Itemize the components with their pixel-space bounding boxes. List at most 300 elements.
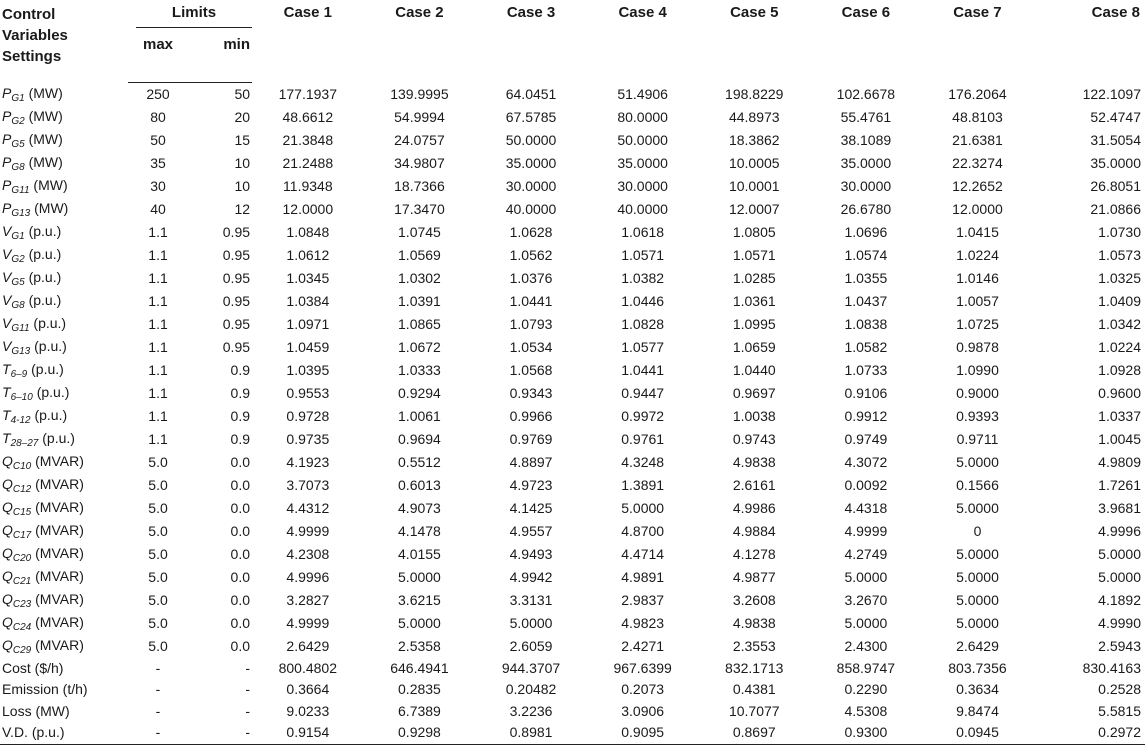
- variable-subscript: G2: [11, 115, 25, 127]
- case-value: 1.0057: [956, 292, 999, 309]
- case-value: 21.3848: [282, 131, 334, 148]
- max-limit: 5.0: [148, 453, 168, 470]
- table-row: [0, 497, 1145, 520]
- variable-subscript: G1: [11, 230, 25, 242]
- case-value: 5.0000: [1098, 568, 1141, 585]
- case-value: 4.8897: [509, 453, 553, 470]
- variable-subscript: 4-12: [10, 414, 31, 426]
- variable-subscript: G8: [11, 161, 25, 173]
- case-value: 4.5308: [844, 702, 888, 719]
- variable-name: [0, 198, 128, 221]
- variable-unit: (MVAR): [31, 567, 84, 584]
- case-value: 0.1566: [956, 476, 999, 493]
- case-value: 12.2652: [952, 177, 1003, 194]
- case-value: 0.9761: [621, 430, 665, 447]
- variable-unit: (p.u.): [24, 222, 62, 239]
- table-row: [0, 175, 1145, 198]
- case-value: 10.0005: [728, 154, 780, 171]
- case-value: 4.9999: [286, 522, 330, 539]
- case-value: 1.7261: [1098, 476, 1141, 493]
- max-limit: 80: [150, 108, 166, 125]
- variable-subscript: C17: [12, 529, 32, 541]
- case-value: 4.9999: [286, 614, 330, 631]
- case-header: Case 1: [283, 4, 332, 21]
- table-row: [0, 313, 1145, 336]
- variable-symbol: P: [2, 199, 12, 216]
- variable-name: [0, 497, 128, 520]
- case-value: 4.9990: [1098, 614, 1141, 631]
- variable-name: [0, 290, 128, 313]
- min-limit: 0.0: [230, 591, 251, 608]
- variable-unit: (p.u.): [29, 314, 67, 331]
- case-value: 0.4381: [732, 681, 776, 698]
- case-value: 3.2670: [844, 591, 888, 608]
- table-row: [0, 359, 1145, 382]
- case-value: 4.4312: [286, 499, 330, 516]
- variable-symbol: Q: [2, 521, 13, 538]
- max-limit: 5.0: [148, 568, 168, 585]
- variable-symbol: V: [2, 222, 12, 239]
- min-limit: 10: [234, 154, 251, 171]
- case-value: 4.2749: [844, 545, 888, 562]
- max-limit: 1.1: [148, 407, 168, 424]
- variable-unit: (MVAR): [31, 590, 84, 607]
- variable-symbol: P: [2, 130, 12, 147]
- variable-subscript: G13: [11, 345, 31, 357]
- case-value: 0.20482: [505, 681, 557, 698]
- case-value: 1.0995: [732, 315, 776, 332]
- case-value: 102.6678: [836, 85, 896, 102]
- case-value: 1.0990: [956, 361, 999, 378]
- case-value: 0.9711: [956, 430, 999, 447]
- case-value: 1.0302: [398, 269, 441, 286]
- max-limit: -: [155, 681, 161, 698]
- variable-label: Emission (t/h): [2, 681, 88, 698]
- case-value: 1.0571: [621, 246, 665, 263]
- variable-symbol: P: [2, 84, 12, 101]
- case-value: 1.0146: [956, 269, 999, 286]
- table-row: [0, 405, 1145, 428]
- variable-unit: (MW): [24, 130, 63, 147]
- case-value: 1.0582: [844, 338, 888, 355]
- case-value: 0.9769: [509, 430, 553, 447]
- case-value: 858.9747: [836, 659, 896, 676]
- variable-unit: (MVAR): [31, 475, 84, 492]
- max-limit: 5.0: [148, 476, 168, 493]
- variable-unit: (MVAR): [31, 521, 84, 538]
- case-value: 4.9823: [621, 614, 665, 631]
- case-value: 4.9999: [844, 522, 888, 539]
- variable-subscript: C23: [12, 598, 32, 610]
- case-value: 2.9837: [621, 591, 665, 608]
- case-header: Case 6: [841, 4, 891, 21]
- case-value: 2.5358: [398, 637, 441, 654]
- table-row: [0, 428, 1145, 451]
- case-value: 4.1278: [732, 545, 776, 562]
- max-limit: 1.1: [148, 315, 168, 332]
- variable-unit: (MVAR): [31, 452, 84, 469]
- variable-symbol: V: [2, 314, 12, 331]
- case-value: 31.5054: [1090, 131, 1141, 148]
- case-value: 35.0000: [505, 154, 557, 171]
- table-row: [0, 520, 1145, 543]
- case-value: 1.0733: [844, 361, 888, 378]
- variable-unit: (MVAR): [31, 498, 84, 515]
- case-value: 0.3664: [286, 681, 330, 698]
- case-value: 18.3862: [728, 131, 780, 148]
- case-value: 2.6429: [956, 637, 999, 654]
- case-value: 4.9493: [509, 545, 553, 562]
- case-value: 54.9994: [394, 108, 445, 125]
- case-value: 1.0459: [286, 338, 330, 355]
- case-value: 4.1923: [286, 453, 330, 470]
- case-value: 0.9300: [810, 722, 922, 744]
- min-limit: 20: [234, 108, 251, 125]
- case-value: 1.0437: [844, 292, 888, 309]
- variable-name: [0, 267, 128, 290]
- case-value: 3.2608: [732, 591, 776, 608]
- table-row: [0, 221, 1145, 244]
- case-value: 1.0612: [286, 246, 330, 263]
- case-value: 0.8697: [698, 722, 810, 744]
- variable-name: [0, 543, 128, 566]
- case-value: 0.2972: [1033, 722, 1145, 744]
- case-value: 1.0384: [286, 292, 330, 309]
- variable-symbol: Q: [2, 544, 13, 561]
- table-row: [0, 679, 1145, 701]
- variable-symbol: P: [2, 153, 12, 170]
- case-value: 1.0577: [621, 338, 665, 355]
- variable-subscript: C21: [12, 575, 32, 587]
- case-value: 5.5815: [1098, 702, 1141, 719]
- case-value: 5.0000: [956, 591, 999, 608]
- case-value: 0.5512: [398, 453, 441, 470]
- max-limit: -: [155, 659, 161, 676]
- max-limit: 1.1: [148, 223, 168, 240]
- max-limit: 5.0: [148, 522, 168, 539]
- case-value: 646.4941: [390, 659, 449, 676]
- min-limit: -: [245, 681, 251, 698]
- case-value: 4.9809: [1098, 453, 1141, 470]
- case-value: 1.0696: [844, 223, 888, 240]
- case-value: 4.0155: [398, 545, 441, 562]
- case-header: Case 5: [730, 4, 779, 21]
- min-limit: 10: [234, 177, 251, 194]
- table-row: [0, 129, 1145, 152]
- case-value: 967.6399: [613, 659, 672, 676]
- case-value: 1.0285: [732, 269, 776, 286]
- min-limit: 0.95: [222, 315, 251, 332]
- case-value: 12.0007: [728, 200, 780, 217]
- table-row: [0, 722, 1145, 744]
- case-value: 40.0000: [505, 200, 557, 217]
- variable-subscript: C29: [12, 644, 32, 656]
- case-value: 0.8981: [475, 722, 587, 744]
- case-value: 55.4761: [840, 108, 892, 125]
- max-limit: 40: [150, 200, 166, 217]
- variable-unit: (p.u.): [27, 360, 64, 377]
- case-value: 177.1937: [278, 85, 338, 102]
- case-value: 198.8229: [725, 85, 784, 102]
- case-value: 26.8051: [1090, 177, 1141, 194]
- case-value: 1.0409: [1098, 292, 1141, 309]
- variable-symbol: T: [2, 360, 11, 377]
- table-row: [0, 83, 1145, 106]
- case-value: 1.0828: [621, 315, 665, 332]
- case-value: 48.8103: [952, 108, 1003, 125]
- variable-subscript: G5: [11, 138, 25, 150]
- variable-unit: (p.u.): [24, 268, 62, 285]
- case-value: 10.0001: [728, 177, 780, 194]
- case-value: 4.9942: [509, 568, 553, 585]
- min-limit: 0.95: [222, 338, 251, 355]
- variable-subscript: C20: [12, 552, 32, 564]
- min-limit: 0.0: [230, 614, 251, 631]
- max-limit: 1.1: [148, 384, 168, 401]
- case-value: 18.7366: [394, 177, 445, 194]
- case-value: 4.2308: [286, 545, 330, 562]
- variable-symbol: V: [2, 245, 12, 262]
- variable-unit: (MW): [24, 153, 63, 170]
- variable-unit: (MVAR): [31, 544, 84, 561]
- max-limit: 30: [150, 177, 166, 194]
- case-value: 35.0000: [1090, 154, 1141, 171]
- variable-symbol: Q: [2, 590, 13, 607]
- case-value: 40.0000: [617, 200, 668, 217]
- case-value: 4.9891: [621, 568, 665, 585]
- case-value: 5.0000: [398, 614, 441, 631]
- variable-unit: (MW): [30, 199, 69, 216]
- variable-unit: (MW): [24, 107, 63, 124]
- variable-symbol: P: [2, 176, 12, 193]
- variable-name: [0, 701, 128, 723]
- case-value: 30.0000: [617, 177, 668, 194]
- table-row: [0, 152, 1145, 175]
- case-header: Case 2: [395, 4, 444, 21]
- variable-name: [0, 359, 128, 382]
- table-row: [0, 543, 1145, 566]
- case-value: 803.7356: [948, 659, 1007, 676]
- case-value: 4.9996: [286, 568, 330, 585]
- case-value: 1.0441: [509, 292, 553, 309]
- min-limit: 0.0: [230, 453, 251, 470]
- min-limit: 0.95: [222, 292, 251, 309]
- case-value: 139.9995: [390, 85, 449, 102]
- variable-subscript: 6–9: [10, 368, 28, 380]
- case-value: 22.3274: [952, 154, 1003, 171]
- variable-name: [0, 474, 128, 497]
- variable-symbol: Q: [2, 498, 13, 515]
- case-value: 24.0757: [394, 131, 445, 148]
- case-value: 122.1097: [1082, 85, 1141, 102]
- case-value: 1.0441: [621, 361, 665, 378]
- case-value: 0.9298: [364, 722, 476, 744]
- variable-name: [0, 152, 128, 175]
- case-value: 5.0000: [956, 545, 999, 562]
- case-value: 1.0628: [509, 223, 553, 240]
- case-value: 1.0848: [286, 223, 330, 240]
- variable-symbol: P: [2, 107, 12, 124]
- table-row: [0, 635, 1145, 658]
- case-value: 1.0224: [1098, 338, 1141, 355]
- case-value: 0.9294: [398, 384, 441, 401]
- case-value: 1.0361: [732, 292, 776, 309]
- case-value: 5.0000: [844, 614, 888, 631]
- case-value: 0.9728: [286, 407, 330, 424]
- max-limit: 250: [146, 85, 170, 102]
- case-value: 2.3553: [732, 637, 776, 654]
- variable-symbol: V: [2, 337, 12, 354]
- variable-subscript: C15: [12, 506, 32, 518]
- table-row: [0, 198, 1145, 221]
- case-value: 3.2827: [286, 591, 330, 608]
- variable-subscript: C12: [12, 483, 32, 495]
- table-row: [0, 336, 1145, 359]
- case-value: 0.9743: [732, 430, 776, 447]
- case-value: 0.9694: [398, 430, 441, 447]
- case-value: 30.0000: [505, 177, 557, 194]
- table-row: [0, 382, 1145, 405]
- variable-name: [0, 679, 128, 701]
- case-value: 1.0061: [398, 407, 441, 424]
- case-value: 3.9681: [1098, 499, 1141, 516]
- case-value: 1.0391: [398, 292, 441, 309]
- case-header: Case 7: [953, 4, 1002, 21]
- case-header: Case 8: [1091, 4, 1140, 21]
- variable-subscript: 6–10: [10, 391, 33, 403]
- variable-name: [0, 221, 128, 244]
- min-limit: 0.9: [230, 430, 251, 447]
- min-limit: 0.0: [230, 522, 251, 539]
- case-value: 2.4300: [844, 637, 888, 654]
- case-value: 0.9000: [956, 384, 999, 401]
- case-value: 0.9966: [509, 407, 553, 424]
- max-limit: 50: [150, 131, 166, 148]
- min-limit: 0.9: [230, 407, 251, 424]
- case-value: 4.1425: [509, 499, 553, 516]
- max-limit: 5.0: [148, 499, 168, 516]
- variable-unit: (p.u.): [32, 383, 70, 400]
- case-value: 1.0337: [1098, 407, 1141, 424]
- case-value: 51.4906: [617, 85, 668, 102]
- case-value: 1.0730: [1098, 223, 1141, 240]
- case-value: 1.0325: [1098, 269, 1141, 286]
- case-value: 1.0376: [509, 269, 553, 286]
- variable-symbol: T: [2, 406, 11, 423]
- case-value: 0.9972: [621, 407, 665, 424]
- case-value: 4.9073: [398, 499, 441, 516]
- case-value: 38.1089: [840, 131, 892, 148]
- case-value: 1.0573: [1098, 246, 1141, 263]
- max-limit: 1.1: [148, 361, 168, 378]
- min-limit: 50: [234, 85, 251, 102]
- variable-name: [0, 520, 128, 543]
- case-value: 0.2290: [844, 681, 888, 698]
- case-value: 0.9154: [252, 722, 364, 744]
- case-value: 0.9878: [956, 338, 999, 355]
- case-value: 0.0092: [844, 476, 888, 493]
- variable-subscript: 28–27: [10, 437, 39, 449]
- min-limit: 0.0: [230, 499, 251, 516]
- case-value: 17.3470: [394, 200, 445, 217]
- case-value: 0.9343: [509, 384, 553, 401]
- variable-symbol: V: [2, 268, 12, 285]
- table-row: [0, 566, 1145, 589]
- case-value: 0.2073: [621, 681, 665, 698]
- case-value: 1.0440: [732, 361, 776, 378]
- variable-name: [0, 658, 128, 680]
- case-value: 4.9557: [509, 522, 553, 539]
- variable-symbol: Q: [2, 613, 13, 630]
- max-limit: -: [128, 722, 188, 744]
- min-limit: 0.9: [230, 384, 251, 401]
- variable-name: [0, 175, 128, 198]
- variable-unit: (p.u.): [24, 291, 62, 308]
- variable-subscript: G13: [11, 207, 31, 219]
- table-row: [0, 244, 1145, 267]
- variable-name: [0, 722, 128, 744]
- variable-name: [0, 566, 128, 589]
- variable-unit: (p.u.): [30, 406, 68, 423]
- min-limit: 0.95: [222, 223, 251, 240]
- table-row: [0, 267, 1145, 290]
- variable-symbol: T: [2, 383, 11, 400]
- variable-subscript: G2: [11, 253, 25, 265]
- case-value: 1.0574: [844, 246, 888, 263]
- variable-label: Cost ($/h): [2, 659, 64, 676]
- variable-unit: (p.u.): [38, 429, 75, 446]
- case-value: 1.0345: [286, 269, 330, 286]
- case-value: 48.6612: [282, 108, 334, 125]
- case-value: 6.7389: [398, 702, 441, 719]
- variable-name: [0, 106, 128, 129]
- case-value: 1.0618: [621, 223, 665, 240]
- case-value: 4.9884: [732, 522, 776, 539]
- case-value: 800.4802: [278, 659, 338, 676]
- case-value: 5.0000: [1098, 545, 1141, 562]
- case-value: 1.0865: [398, 315, 441, 332]
- case-value: 0.9600: [1098, 384, 1141, 401]
- case-value: 5.0000: [398, 568, 441, 585]
- max-limit: 1.1: [148, 430, 168, 447]
- variable-name: [0, 244, 128, 267]
- case-value: 50.0000: [617, 131, 668, 148]
- variable-unit: (MVAR): [31, 613, 84, 630]
- case-value: 4.9986: [732, 499, 776, 516]
- case-value: 64.0451: [505, 85, 557, 102]
- max-limit: 5.0: [148, 545, 168, 562]
- variable-name: [0, 428, 128, 451]
- case-value: 4.9877: [732, 568, 776, 585]
- case-value: 5.0000: [956, 568, 999, 585]
- variable-label: Loss (MW): [2, 702, 70, 719]
- case-value: 1.0534: [509, 338, 553, 355]
- case-value: 35.0000: [840, 154, 892, 171]
- case-value: 3.2236: [509, 702, 553, 719]
- variable-unit: (MW): [29, 176, 68, 193]
- min-limit: 0.0: [230, 637, 251, 654]
- max-limit: -: [155, 702, 161, 719]
- min-limit: -: [188, 722, 252, 744]
- case-value: 1.0415: [956, 223, 999, 240]
- case-value: 52.4747: [1090, 108, 1141, 125]
- case-value: 5.0000: [621, 499, 665, 516]
- variable-subscript: G5: [11, 276, 25, 288]
- variable-symbol: T: [2, 429, 11, 446]
- variable-subscript: G8: [11, 299, 25, 311]
- table-row: [0, 658, 1145, 680]
- case-value: 1.0355: [844, 269, 888, 286]
